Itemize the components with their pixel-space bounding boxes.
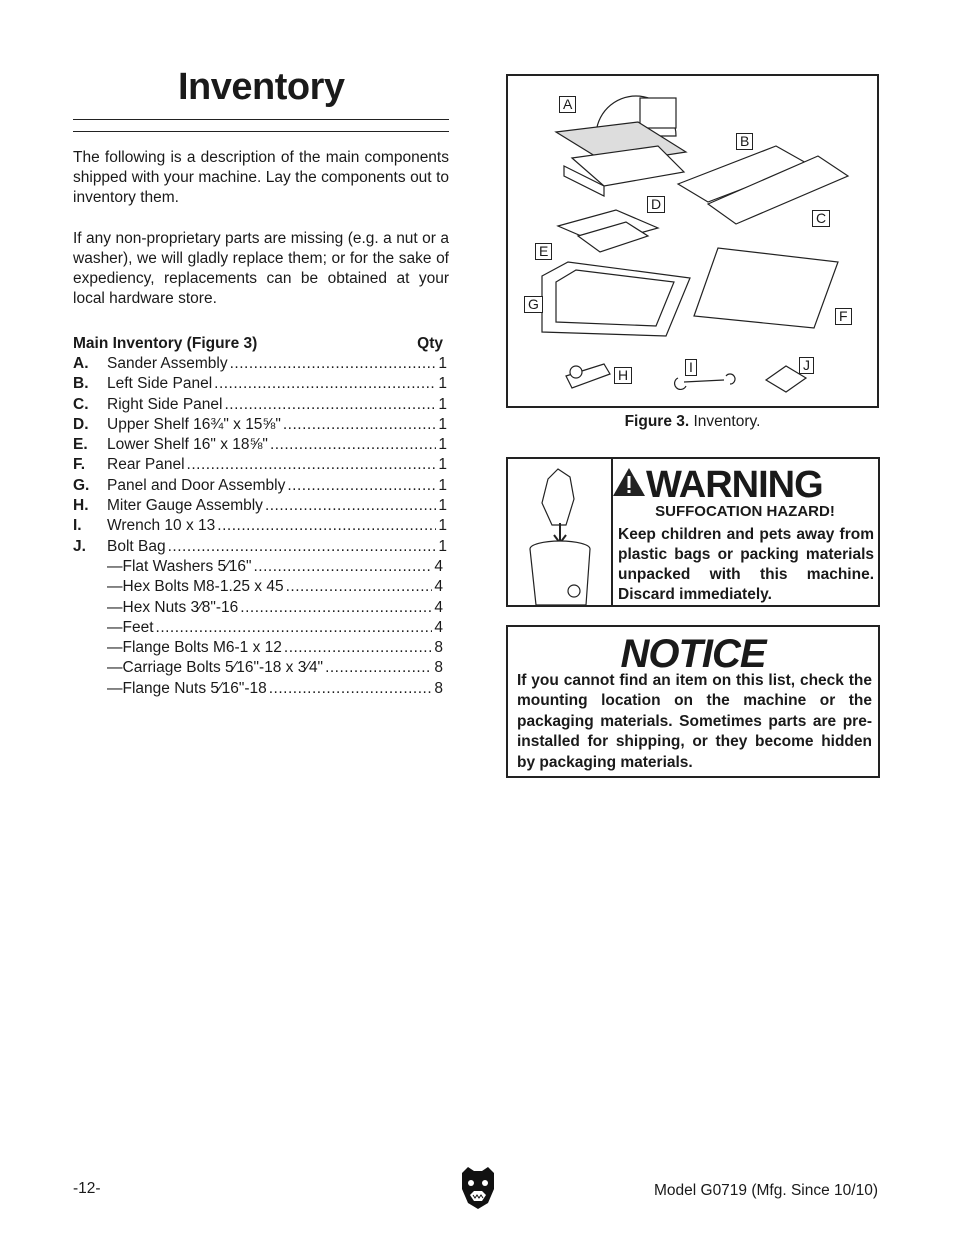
notice-text: If you cannot find an item on this list, check the mounting location on the machine or the packaging materials. Sometimes parts are pre-installed for shipping, or they become hidden by packaging materials. bbox=[517, 672, 872, 771]
inventory-item bbox=[73, 476, 447, 496]
subitem-name: —Flange Nuts 5⁄16"-18 bbox=[107, 679, 267, 697]
leader-dots bbox=[217, 516, 436, 536]
model-info: Model G0719 (Mfg. Since 10/10) bbox=[653, 1182, 878, 1199]
callout-i: I bbox=[685, 359, 697, 376]
item-qty: 1 bbox=[438, 436, 447, 454]
warning-box bbox=[506, 457, 880, 607]
subitem-name: —Feet bbox=[107, 618, 154, 636]
wrench bbox=[675, 374, 735, 389]
bolt-bag-subitem bbox=[73, 598, 443, 618]
item-qty: 1 bbox=[438, 517, 447, 535]
item-name: Left Side Panel bbox=[107, 375, 213, 393]
item-qty: 1 bbox=[438, 456, 447, 474]
leader-dots bbox=[265, 496, 436, 516]
item-letter: B. bbox=[73, 375, 89, 393]
inventory-item bbox=[73, 374, 447, 394]
subitem-name: —Hex Bolts M8-1.25 x 45 bbox=[107, 578, 284, 596]
title-rule-bottom bbox=[73, 131, 449, 132]
bolt-bag-subitem bbox=[73, 679, 443, 699]
callout-h: H bbox=[614, 367, 632, 384]
leader-dots bbox=[253, 557, 432, 577]
item-qty: 1 bbox=[438, 375, 447, 393]
item-name: Right Side Panel bbox=[107, 395, 223, 413]
leader-dots bbox=[240, 598, 432, 618]
notice-title: NOTICE bbox=[620, 632, 766, 676]
item-qty: 1 bbox=[438, 476, 447, 494]
rear-panel bbox=[694, 248, 838, 328]
subitem-qty: 4 bbox=[434, 618, 443, 636]
leader-dots bbox=[283, 415, 437, 435]
subitem-qty: 8 bbox=[434, 679, 443, 697]
inventory-item bbox=[73, 496, 447, 516]
callout-f: F bbox=[835, 308, 852, 325]
qty-heading: Qty bbox=[417, 335, 443, 352]
intro-paragraph: The following is a description of the main components shipped with your machine. Lay the components out to inventory them. bbox=[73, 149, 449, 206]
subitem-qty: 4 bbox=[434, 578, 443, 596]
leader-dots bbox=[325, 658, 432, 678]
bear-logo-icon bbox=[458, 1163, 498, 1211]
callout-b: B bbox=[736, 133, 753, 150]
item-letter: J. bbox=[73, 537, 86, 555]
replacement-paragraph: If any non-proprietary parts are missing (e.g. a nut or a washer), we will gladly replace them; or for the sake of expediency, replacements can be obtained at your local hardware store. bbox=[73, 230, 449, 307]
item-qty: 1 bbox=[438, 415, 447, 433]
item-letter: C. bbox=[73, 395, 89, 413]
item-qty: 1 bbox=[438, 355, 447, 372]
leader-dots bbox=[230, 354, 437, 374]
item-name: Lower Shelf 16" x 18⅝" bbox=[107, 436, 268, 454]
item-name: Wrench 10 x 13 bbox=[107, 517, 216, 535]
bolt-bag-subitem bbox=[73, 577, 443, 597]
warning-subtitle: SUFFOCATION HAZARD! bbox=[655, 503, 835, 520]
inventory-heading: Main Inventory (Figure 3) bbox=[73, 335, 258, 352]
subitem-name: —Carriage Bolts 5⁄16"-18 x 3⁄4" bbox=[107, 659, 324, 677]
leader-dots bbox=[187, 455, 437, 475]
item-name: Rear Panel bbox=[107, 456, 185, 474]
callout-a: A bbox=[559, 96, 576, 113]
inventory-illustration bbox=[508, 76, 877, 406]
figure-caption-text: Inventory. bbox=[689, 413, 761, 430]
warning-title: WARNING bbox=[646, 464, 823, 506]
inventory-list bbox=[73, 334, 447, 699]
subitem-name: —Flat Washers 5⁄16" bbox=[107, 557, 252, 575]
subitem-qty: 4 bbox=[434, 557, 443, 575]
miter-gauge-knob bbox=[570, 366, 582, 378]
subitem-qty: 8 bbox=[434, 659, 443, 677]
subitem-qty: 8 bbox=[434, 639, 443, 657]
inventory-item bbox=[73, 415, 447, 435]
leader-dots bbox=[224, 395, 436, 415]
inventory-item bbox=[73, 435, 447, 455]
inventory-item bbox=[73, 455, 447, 475]
leader-dots bbox=[214, 374, 436, 394]
figure-caption-label: Figure 3. bbox=[624, 413, 690, 430]
subitem-qty: 4 bbox=[434, 598, 443, 616]
subitem-name: —Hex Nuts 3⁄8"-16 bbox=[107, 598, 239, 616]
warning-triangle-icon bbox=[612, 467, 646, 497]
leader-dots bbox=[270, 435, 436, 455]
item-letter: G. bbox=[73, 476, 90, 494]
bolt-bag-subitem bbox=[73, 618, 443, 638]
leader-dots bbox=[156, 618, 433, 638]
item-name: Bolt Bag bbox=[107, 537, 166, 555]
leader-dots bbox=[168, 537, 437, 557]
item-qty: 1 bbox=[438, 537, 447, 555]
page-title: Inventory bbox=[178, 66, 345, 108]
inventory-item bbox=[73, 395, 447, 415]
bolt-bag-subitem bbox=[73, 658, 443, 678]
inventory-item bbox=[73, 354, 447, 374]
callout-j: J bbox=[799, 357, 814, 374]
inventory-item bbox=[73, 537, 447, 557]
leader-dots bbox=[287, 476, 436, 496]
sander-motor bbox=[640, 98, 676, 128]
item-name: Miter Gauge Assembly bbox=[107, 497, 263, 515]
item-letter: E. bbox=[73, 436, 88, 454]
item-letter: A. bbox=[73, 355, 89, 372]
notice-box bbox=[506, 625, 880, 778]
arrow-down-icon bbox=[554, 523, 566, 543]
leader-dots bbox=[284, 638, 432, 658]
callout-e: E bbox=[535, 243, 552, 260]
item-name: Upper Shelf 16¾" x 15⅝" bbox=[107, 415, 281, 433]
discard-bag-illustration bbox=[508, 459, 613, 605]
callout-c: C bbox=[812, 210, 830, 227]
item-qty: 1 bbox=[438, 497, 447, 515]
callout-d: D bbox=[647, 196, 665, 213]
item-name: Sander Assembly bbox=[107, 355, 228, 372]
item-letter: F. bbox=[73, 456, 86, 474]
plastic-bag-icon bbox=[542, 469, 574, 525]
inventory-item bbox=[73, 516, 447, 536]
trash-can-body bbox=[530, 549, 590, 605]
item-letter: I. bbox=[73, 517, 82, 535]
leader-dots bbox=[269, 679, 433, 699]
page-number: -12- bbox=[73, 1180, 101, 1197]
bolt-bag-subitem bbox=[73, 557, 443, 577]
item-letter: D. bbox=[73, 415, 89, 433]
figure-caption bbox=[506, 413, 879, 431]
title-rule-top bbox=[73, 119, 449, 120]
inventory-figure bbox=[506, 74, 879, 408]
subitem-name: —Flange Bolts M6-1 x 12 bbox=[107, 639, 282, 657]
inventory-header bbox=[73, 334, 447, 354]
item-letter: H. bbox=[73, 497, 89, 515]
item-name: Panel and Door Assembly bbox=[107, 476, 286, 494]
item-qty: 1 bbox=[438, 395, 447, 413]
warning-text: Keep children and pets away from plastic bags or packing materials unpacked with this machine. Discard immediately. bbox=[618, 526, 874, 603]
trash-can-icon bbox=[508, 459, 611, 605]
callout-g: G bbox=[524, 296, 543, 313]
leader-dots bbox=[286, 577, 433, 597]
bolt-bag-subitem bbox=[73, 638, 443, 658]
